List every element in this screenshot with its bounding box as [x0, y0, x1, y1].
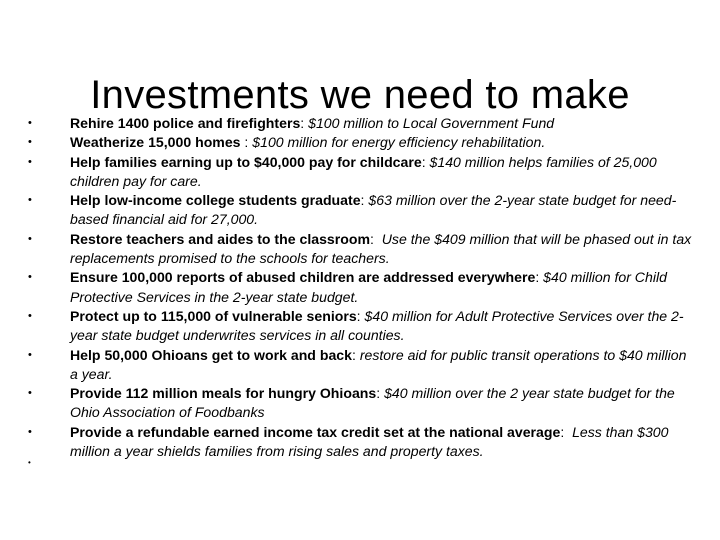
list-item [28, 384, 694, 423]
item-separator: : [560, 423, 573, 440]
item-separator: : [360, 192, 369, 209]
bullet-icon: • [28, 117, 32, 129]
item-heading: Ensure 100,000 reports of abused children are addressed everywhere [70, 269, 536, 286]
item-detail: Use the $409 million that will be phased out in tax replacements promised to the schools for teachers. [70, 230, 692, 267]
slide-title: Investments we need to make [90, 72, 630, 117]
bullet-icon: • [28, 348, 32, 361]
item-detail: $63 million over the 2-year state budget for need-based financial aid for 27,000. [70, 192, 677, 228]
item-separator: : [376, 385, 385, 402]
item-heading: Restore teachers and aides to the classroom [70, 230, 370, 247]
list-item [28, 114, 694, 133]
empty-bullet: • [28, 458, 31, 467]
list-item [28, 268, 694, 307]
bullet-icon: • [28, 232, 32, 245]
list-item [28, 133, 694, 152]
bullet-icon: • [28, 425, 32, 438]
item-separator: : [356, 307, 365, 324]
item-detail: $40 million for Child Protective Services in the 2-year state budget. [70, 269, 667, 305]
item-heading: Weatherize 15,000 homes [70, 134, 241, 151]
list-item [28, 191, 694, 230]
item-detail: $40 million over the 2 year state budget for the Ohio Association of Foodbanks [70, 385, 675, 421]
list-item [28, 307, 694, 346]
item-heading: Protect up to 115,000 of vulnerable seniors [70, 307, 357, 324]
item-heading: Rehire 1400 police and firefighters [70, 115, 301, 131]
item-heading: Help low-income college students graduate [70, 192, 361, 209]
item-separator: : [351, 346, 360, 363]
bullet-list [28, 114, 694, 461]
list-item [28, 423, 694, 462]
bullet-icon: • [28, 136, 32, 149]
item-separator: : [421, 153, 430, 170]
item-detail: Less than $300 million a year shields families from rising sales and property taxes. [70, 423, 669, 460]
bullet-icon: • [28, 155, 32, 168]
item-heading: Provide 112 million meals for hungry Ohioans [70, 385, 377, 402]
bullet-icon: • [28, 309, 32, 322]
item-detail: $140 million helps families of 25,000 children pay for care. [70, 153, 657, 189]
bullet-icon: • [28, 194, 32, 207]
list-item [28, 153, 694, 192]
item-detail: $40 million for Adult Protective Services over the 2-year state budget underwrites services in all counties. [70, 307, 684, 344]
item-separator: : [535, 269, 544, 286]
bullet-icon: • [28, 271, 32, 284]
item-detail: $100 million for energy efficiency rehabilitation. [252, 134, 546, 151]
item-separator: : [370, 230, 382, 247]
item-separator: : [300, 115, 309, 131]
item-separator: : [240, 134, 253, 151]
item-heading: Help families earning up to $40,000 pay for childcare [70, 153, 422, 170]
item-detail: restore aid for public transit operations to $40 million a year. [70, 346, 687, 382]
item-heading: Provide a refundable earned income tax credit set at the national average [70, 423, 561, 440]
item-heading: Help 50,000 Ohioans get to work and back [70, 346, 352, 363]
item-detail: $100 million to Local Government Fund [308, 115, 555, 131]
bullet-icon: • [28, 387, 32, 400]
list-item [28, 230, 694, 269]
list-item [28, 346, 694, 385]
